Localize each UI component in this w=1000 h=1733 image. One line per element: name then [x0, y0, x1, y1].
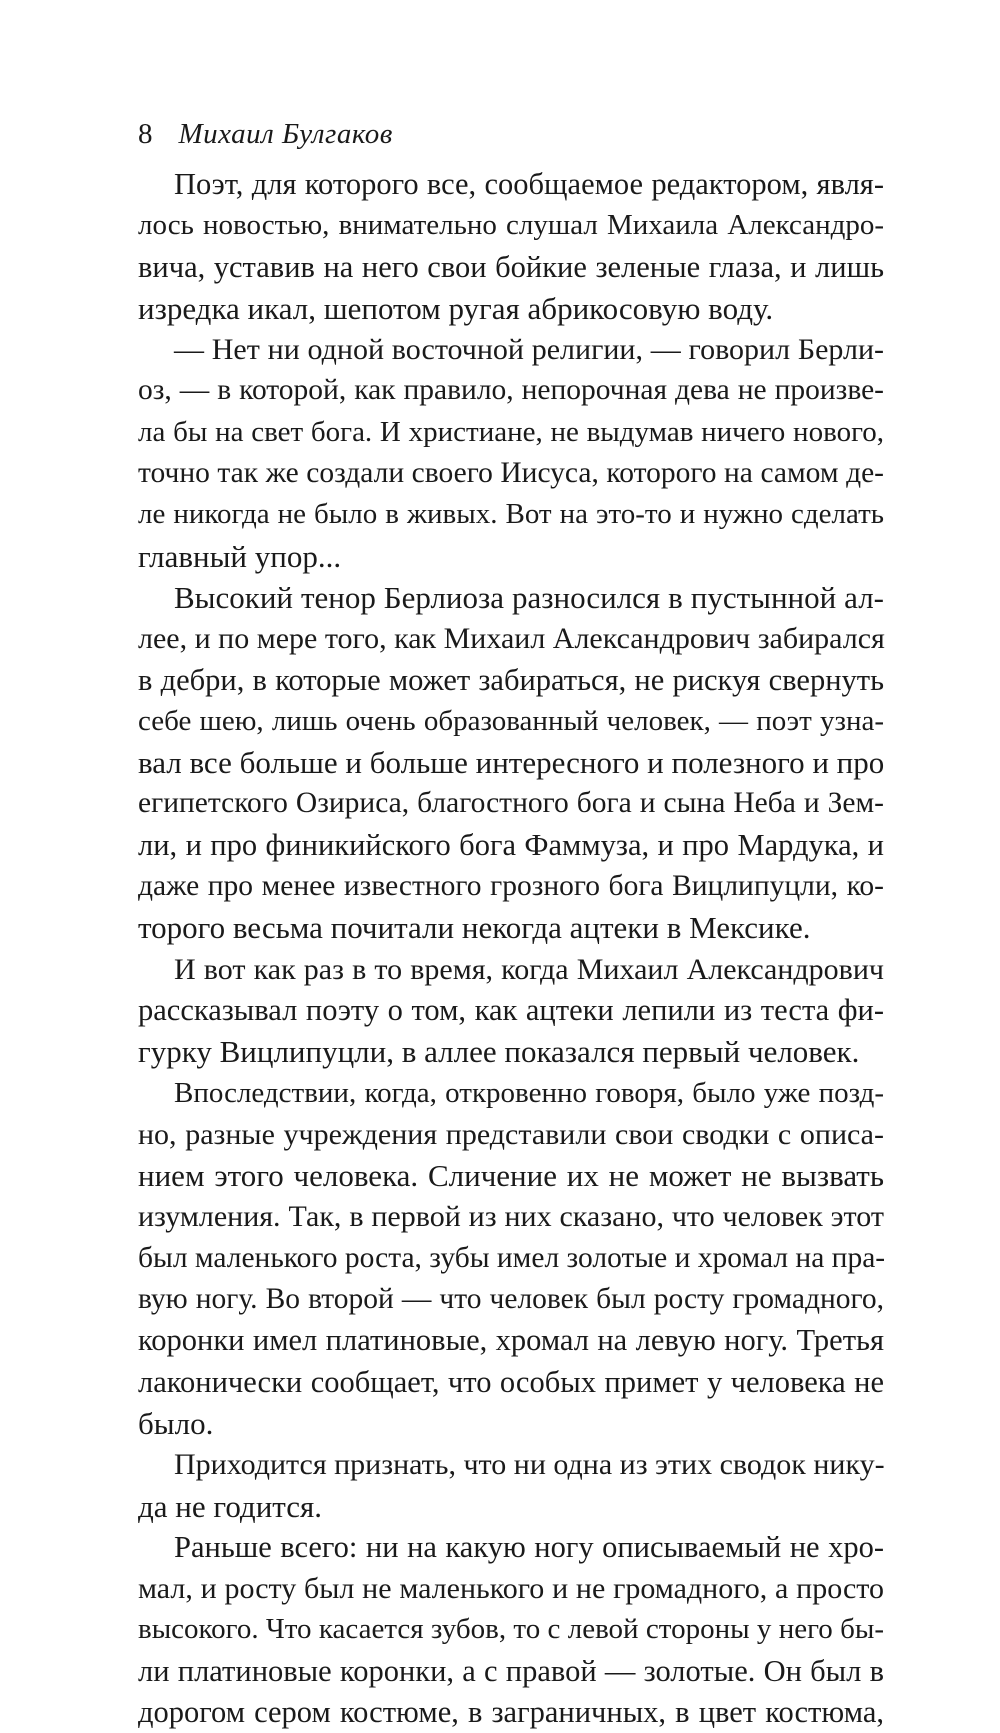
- text-line: вича, уставив на него свои бойкие зеленые глаза, и лишь: [138, 249, 884, 284]
- running-head: [138, 116, 393, 152]
- text-line: ла бы на свет бога. И христиане, не выдумав ничего нового,: [138, 415, 884, 448]
- text-line: вую ногу. Во второй — что человек был росту громадного,: [138, 1283, 884, 1316]
- text-line: — Нет ни одной восточной религии, — говорил Берли-: [174, 333, 884, 367]
- text-line: но, разные учреждения представили свои сводки с описа-: [138, 1117, 884, 1151]
- text-line: точно так же создали своего Иисуса, которого на самом де-: [138, 457, 884, 490]
- text-line: мал, и росту был не маленького и не громадного, а просто: [138, 1572, 884, 1606]
- text-line: Поэт, для которого все, сообщаемое редактором, явля-: [174, 167, 884, 201]
- text-line: было.: [138, 1405, 214, 1441]
- text-line: высокого. Что касается зубов, то с левой стороны у него бы-: [138, 1613, 884, 1646]
- text-line: даже про менее известного грозного бога Вицлипуцли, ко-: [138, 870, 884, 903]
- text-line: нием этого человека. Сличение их не может не вызвать: [138, 1158, 884, 1194]
- text-line: торого весьма почитали некогда ацтеки в Мексике.: [138, 910, 811, 946]
- text-line: себе шею, лишь очень образованный человек, — поэт узна-: [138, 704, 884, 737]
- text-line: оз, — в которой, как правило, непорочная дева не произве-: [138, 374, 884, 407]
- text-line: ли платиновые коронки, а с правой — золотые. Он был в: [138, 1653, 884, 1688]
- text-line: Приходится признать, что ни одна из этих сводок нику-: [174, 1448, 885, 1482]
- text-line: Раньше всего: ни на какую ногу описываемый не хро-: [174, 1529, 884, 1564]
- text-line: да не годится.: [138, 1488, 322, 1524]
- text-line: изумления. Так, в первой из них сказано, что человек этот: [138, 1200, 884, 1234]
- text-line: изредка икал, шепотом ругая абрикосовую воду.: [138, 290, 774, 326]
- text-line: главный упор...: [138, 538, 342, 574]
- text-line: лаконически сообщает, что особых примет у человека не: [138, 1364, 884, 1399]
- running-head-author: Михаил Булгаков: [178, 118, 393, 150]
- body-text: [138, 164, 884, 1733]
- text-line: был маленького роста, зубы имел золотые и хромал на пра-: [138, 1241, 886, 1274]
- text-line: И вот как раз в то время, когда Михаил Александрович: [174, 952, 884, 986]
- text-line: в дебри, в которые может забираться, не рискуя свернуть: [138, 662, 884, 697]
- text-line: гурку Вицлипуцли, в аллее показался первый человек.: [138, 1034, 860, 1070]
- text-line: лее, и по мере того, как Михаил Александрович забирался: [138, 622, 885, 656]
- text-line: Впоследствии, когда, откровенно говоря, было уже позд-: [174, 1076, 884, 1109]
- text-line: ле никогда не было в живых. Вот на это-то и нужно сделать: [138, 498, 884, 531]
- text-line: ли, и про финикийского бога Фаммуза, и про Мардука, и: [138, 827, 884, 862]
- text-line: египетского Озириса, благостного бога и сына Неба и Зем-: [138, 787, 884, 820]
- text-line: Высокий тенор Берлиоза разносился в пустынной ал-: [174, 579, 884, 615]
- text-line: вал все больше и больше интересного и полезного и про: [138, 745, 885, 781]
- page-number: 8: [138, 118, 153, 150]
- text-line: лось новостью, внимательно слушал Михаила Александро-: [138, 209, 884, 242]
- text-line: рассказывал поэту о том, как ацтеки лепили из теста фи-: [138, 992, 884, 1027]
- text-line: коронки имел платиновые, хромал на левую ногу. Третья: [138, 1323, 884, 1358]
- text-line: дорогом сером костюме, в заграничных, в цвет костюма,: [138, 1694, 884, 1729]
